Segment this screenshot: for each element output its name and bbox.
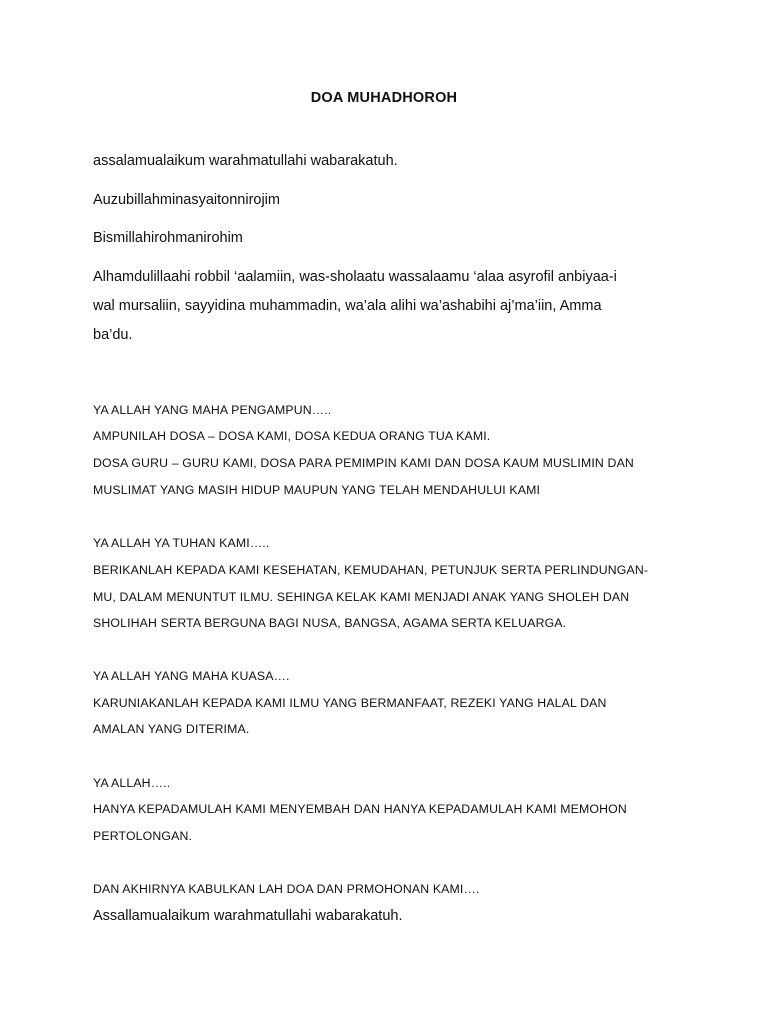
prayer-4-line-2: PERTOLONGAN. <box>93 829 193 843</box>
basmalah-line: Bismillahirohmanirohim <box>93 230 243 246</box>
taawudz-line: Auzubillahminasyaitonnirojim <box>93 192 280 208</box>
prayer-3-line-2: AMALAN YANG DITERIMA. <box>93 722 250 736</box>
hamdalah-line-3: ba’du. <box>93 327 133 343</box>
hamdalah-line-2: wal mursaliin, sayyidina muhammadin, wa’ala alihi wa’ashabihi aj’ma’iin, Amma <box>93 298 602 314</box>
prayer-1-heading: YA ALLAH YANG MAHA PENGAMPUN….. <box>93 403 332 417</box>
prayer-4-heading: YA ALLAH….. <box>93 776 171 790</box>
prayer-2-line-2: MU, DALAM MENUNTUT ILMU. SEHINGA KELAK KAMI MENJADI ANAK YANG SHOLEH DAN <box>93 590 630 604</box>
prayer-2-line-1: BERIKANLAH KEPADA KAMI KESEHATAN, KEMUDAHAN, PETUNJUK SERTA PERLINDUNGAN- <box>93 563 649 577</box>
closing-salam: Assallamualaikum warahmatullahi wabarakatuh. <box>93 908 403 924</box>
prayer-2-heading: YA ALLAH YA TUHAN KAMI….. <box>93 536 270 550</box>
prayer-3-line-1: KARUNIAKANLAH KEPADA KAMI ILMU YANG BERMANFAAT, REZEKI YANG HALAL DAN <box>93 696 607 710</box>
opening-salam: assalamualaikum warahmatullahi wabarakatuh. <box>93 153 398 169</box>
prayer-1-line-2: DOSA GURU – GURU KAMI, DOSA PARA PEMIMPIN KAMI DAN DOSA KAUM MUSLIMIN DAN <box>93 456 634 470</box>
prayer-1-line-1: AMPUNILAH DOSA – DOSA KAMI, DOSA KEDUA ORANG TUA KAMI. <box>93 429 491 443</box>
document-title: DOA MUHADHOROH <box>310 90 458 106</box>
prayer-1-line-3: MUSLIMAT YANG MASIH HIDUP MAUPUN YANG TELAH MENDAHULUI KAMI <box>93 483 541 497</box>
prayer-3-heading: YA ALLAH YANG MAHA KUASA…. <box>93 669 290 683</box>
closing-prayer: DAN AKHIRNYA KABULKAN LAH DOA DAN PRMOHONAN KAMI…. <box>93 882 480 896</box>
prayer-4-line-1: HANYA KEPADAMULAH KAMI MENYEMBAH DAN HANYA KEPADAMULAH KAMI MEMOHON <box>93 802 627 816</box>
prayer-2-line-3: SHOLIHAH SERTA BERGUNA BAGI NUSA, BANGSA, AGAMA SERTA KELUARGA. <box>93 616 567 630</box>
hamdalah-line-1: Alhamdulillaahi robbil ‘aalamiin, was-sholaatu wassalaamu ‘alaa asyrofil anbiyaa-i <box>93 269 617 285</box>
